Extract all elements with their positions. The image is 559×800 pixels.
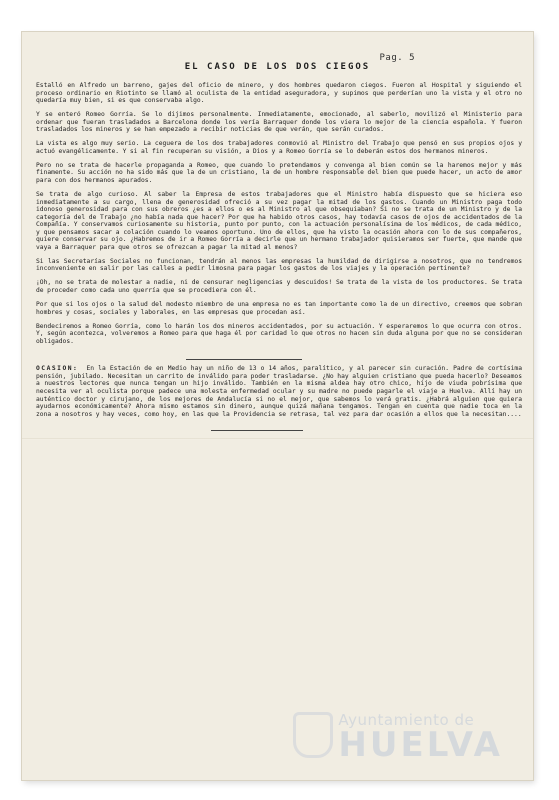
article-title: EL CASO DE LOS DOS CIEGOS <box>184 62 371 72</box>
closing-divider <box>211 430 303 431</box>
paragraph: Y se enteró Romeo Gorría. Se lo dijimos personalmente. Inmediatamente, emocionado, al saberlo, movilizó el Ministerio para ordenar que fueran trasladados a Barcelona donde los vería Barraquer donde los viera lo mejor de la ciencia española. Y fueron trasladados los mineros y se han empezado a recibir noticias de que verán, que serán curados. <box>36 111 522 134</box>
ocasion-section <box>36 365 522 418</box>
paragraph: Bendeciremos a Romeo Gorría, como lo harán los dos mineros accidentados, por su actuación. Y esperaremos lo que ocurra con otros. Y, según acontezca, volveremos a Romeo para que haga él por caridad lo que otros no hacen sin duda alguna por que no se consideran obligados. <box>36 322 522 345</box>
paragraph: La vista es algo muy serio. La ceguera de los dos trabajadores conmovió al Ministro del Trabajo que pensó en sus propios ojos y actuó evangélicamente. Y si al fin recuperan su visión, a Dios y a Romeo Gorría se lo deberán estos dos hermanos mineros. <box>36 140 522 155</box>
paragraph: Se trata de algo curioso. Al saber la Empresa de estos trabajadores que el Ministro había dispuesto que se hiciera eso inmediatamente a su cargo, llena de generosidad ofreció a su vez pagar la mitad de los gastos. Cuando un Ministro paga todo idonoso generosidad para con sus obreros ¿es a ellos o es al Ministro al que obsequiaban? Si no se trata de un Ministro y de la categoría del de Trabajo ¿no había nada que hacer? Por que ha habido otros casos, hay todavía casos de ojos de accidentados de la Compañía. Y conservamos curiosamente su historia, punto por punto, con la actuación personalísima de los médicos, de cada médico, y que pensamos sacar a colación cuando lo veamos oportuno. Uno de ellos, que ha visto la ocasión ahora con lo de sus compañeros, quiere conservar su ojo. ¿Habremos de ir a Romeo Gorría a decirle que un hermano trabajador quisieramos ser fuerte, que mande que vaya a Barraquer para que otros se ofrezcan a pagar la mitad al menos? <box>36 191 522 251</box>
paragraph: Pero no se trata de hacerle propaganda a Romeo, que cuando lo pretendamos y convenga al bien común se la haremos mejor y más finamente. Su acción no ha sido más que la de un cristiano, la de un hombre responsable del bien que puede hacer, un acto de amor para con dos hermanos apurados. <box>36 161 522 184</box>
paragraph: ¡Oh, no se trata de molestar a nadie, ni de censurar negligencias y descuidos! Se trata de la vista de los productores. Se trata de proceder como cada uno querría que se procediera con él. <box>36 279 522 295</box>
watermark-line-1: Ayuntamiento de <box>338 711 475 729</box>
archive-watermark <box>338 711 503 765</box>
paragraph: Por que si los ojos o la salud del modesto miembro de una empresa no es tan importante como la de un directivo, creemos que sobran hombres y cosas, sociales y laborales, en las empresas que procedan así. <box>36 301 522 316</box>
archive-emblem-icon <box>293 712 333 758</box>
section-divider <box>186 359 302 360</box>
document-page <box>22 32 533 780</box>
ocasion-heading: OCASION: <box>36 365 79 373</box>
page-number: Pag. 5 <box>379 53 415 63</box>
paragraph: Estalló en Alfredo un barreno, gajes del oficio de minero, y dos hombres quedaron ciegos. Fueron al Hospital y siguiendo el proceso ordinario en Riotinto se llamó al oculista de la entidad aseguradora, y supimos que perderían uno la vista y el otro no quedaría muy bien, si es que conservaba algo. <box>36 82 522 105</box>
watermark-line-2: HUELVA <box>338 725 503 765</box>
page-fold <box>22 438 533 440</box>
ocasion-text: En la Estación de en Medio hay un niño de 13 o 14 años, paralítico, y al parecer sin curación. Padre de cortísima pensión, jubilado. Necesitan un carrito de inválido para poder trasladarse. ¿No hay alguien cristiano que pueda hacerlo? Deseamos a nuestros lectores que nunca tengan un hijo inválido. También en la misma aldea hay otro chico, hijo de viuda pobrísima que necesita ver al oculista porque padece una molesta enfermedad ocular y su madre no puede pagarle el viaje a Huelva. Allí hay un auténtico doctor y cirujano, de los mejores de Andalucía si no el mejor, que sabemos lo verá gratis. ¿Habrá alguien que quiera ayudarnos económicamente? Ahora mismo estamos sin dinero, aunque quizá mañana tengamos. Tengan en cuenta que nadie toca en la zona a nosotros y hay veces, como hoy, en las que la Providencia se retrasa, tal vez para dar ocasión a ellos que la necesitan.... <box>36 365 522 418</box>
paragraph: Si las Secretarías Sociales no funcionan, tendrán al menos las empresas la humildad de dirigirse a nosotros, que no tendremos inconveniente en salir por las calles a pedir limosna para pagar los gastos de los viajes y la operación pertinente? <box>36 257 522 273</box>
article-body <box>36 82 522 431</box>
